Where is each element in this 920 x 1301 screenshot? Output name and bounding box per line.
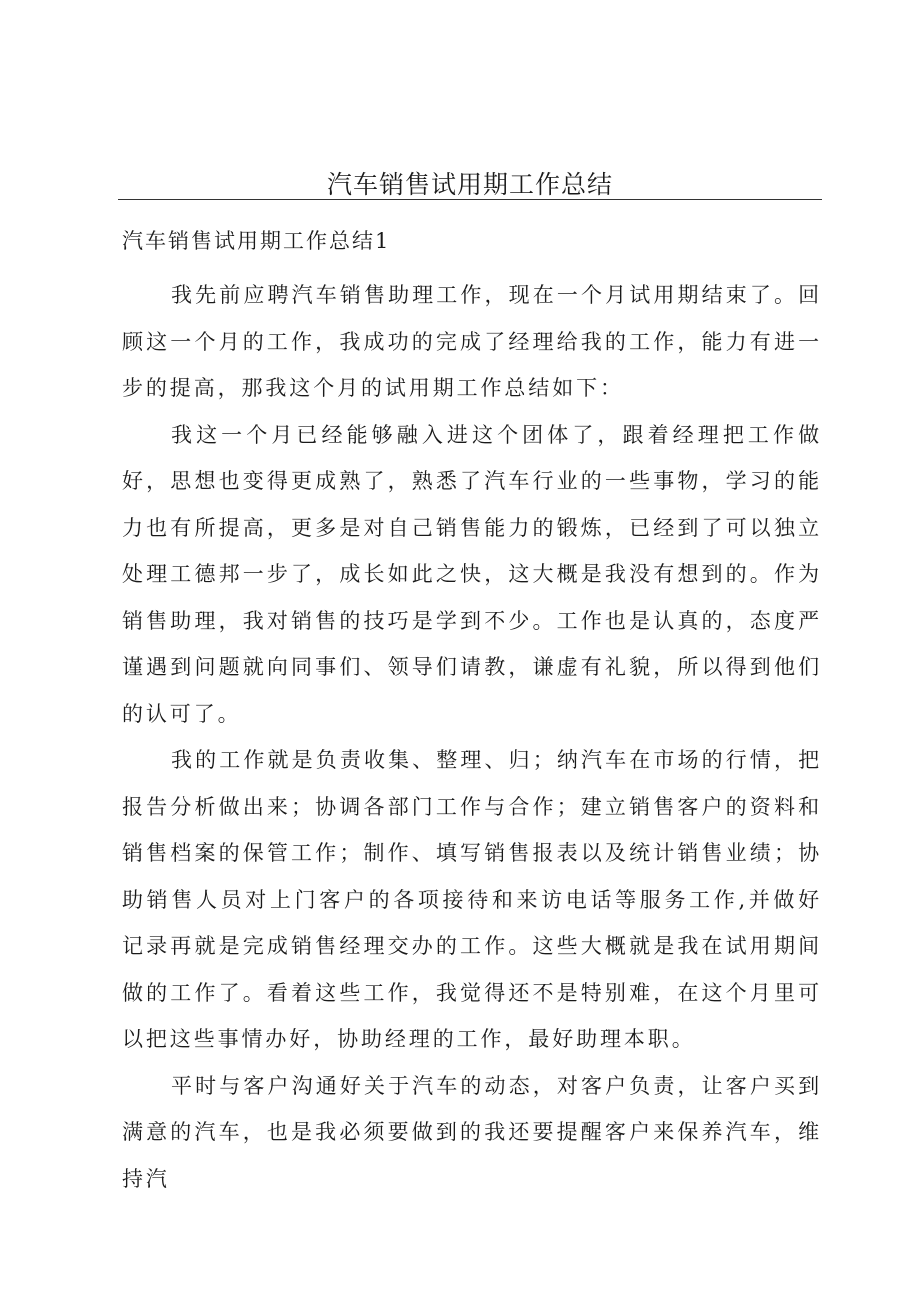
paragraph-3: 我的工作就是负责收集、整理、归；纳汽车在市场的行情，把报告分析做出来；协调各部门工作与合作；建立销售客户的资料和销售档案的保管工作；制作、填写销售报表以及统计销售业绩；协助销售人员对上门客户的各项接待和来访电话等服务工作,并做好记录再就是完成销售经理交办的工作。这些大概就是我在试用期间做的工作了。看着这些工作，我觉得还不是特别难，在这个月里可以把这些事情办好，协助经理的工作，最好助理本职。 [122, 748, 822, 1051]
document-title: 汽车销售试用期工作总结 [326, 170, 613, 199]
paragraph-4: 平时与客户沟通好关于汽车的动态，对客户负责，让客户买到满意的汽车，也是我必须要做到的我还要提醒客户来保养汽车，维持汽 [122, 1073, 822, 1191]
body-text [122, 272, 822, 1202]
title-underline [118, 199, 822, 200]
section-heading: 汽车销售试用期工作总结1 [122, 229, 391, 253]
paragraph-2: 我这一个月已经能够融入进这个团体了，跟着经理把工作做好，思想也变得更成熟了，熟悉了汽车行业的一些事物，学习的能力也有所提高，更多是对自己销售能力的锻炼，已经到了可以独立处理工德邦一步了，成长如此之快，这大概是我没有想到的。作为销售助理，我对销售的技巧是学到不少。工作也是认真的，态度严谨遇到问题就向同事们、领导们请教，谦虚有礼貌，所以得到他们的认可了。 [122, 422, 822, 726]
paragraph-1: 我先前应聘汽车销售助理工作，现在一个月试用期结束了。回顾这一个月的工作，我成功的完成了经理给我的工作，能力有进一步的提高，那我这个月的试用期工作总结如下： [122, 283, 822, 400]
